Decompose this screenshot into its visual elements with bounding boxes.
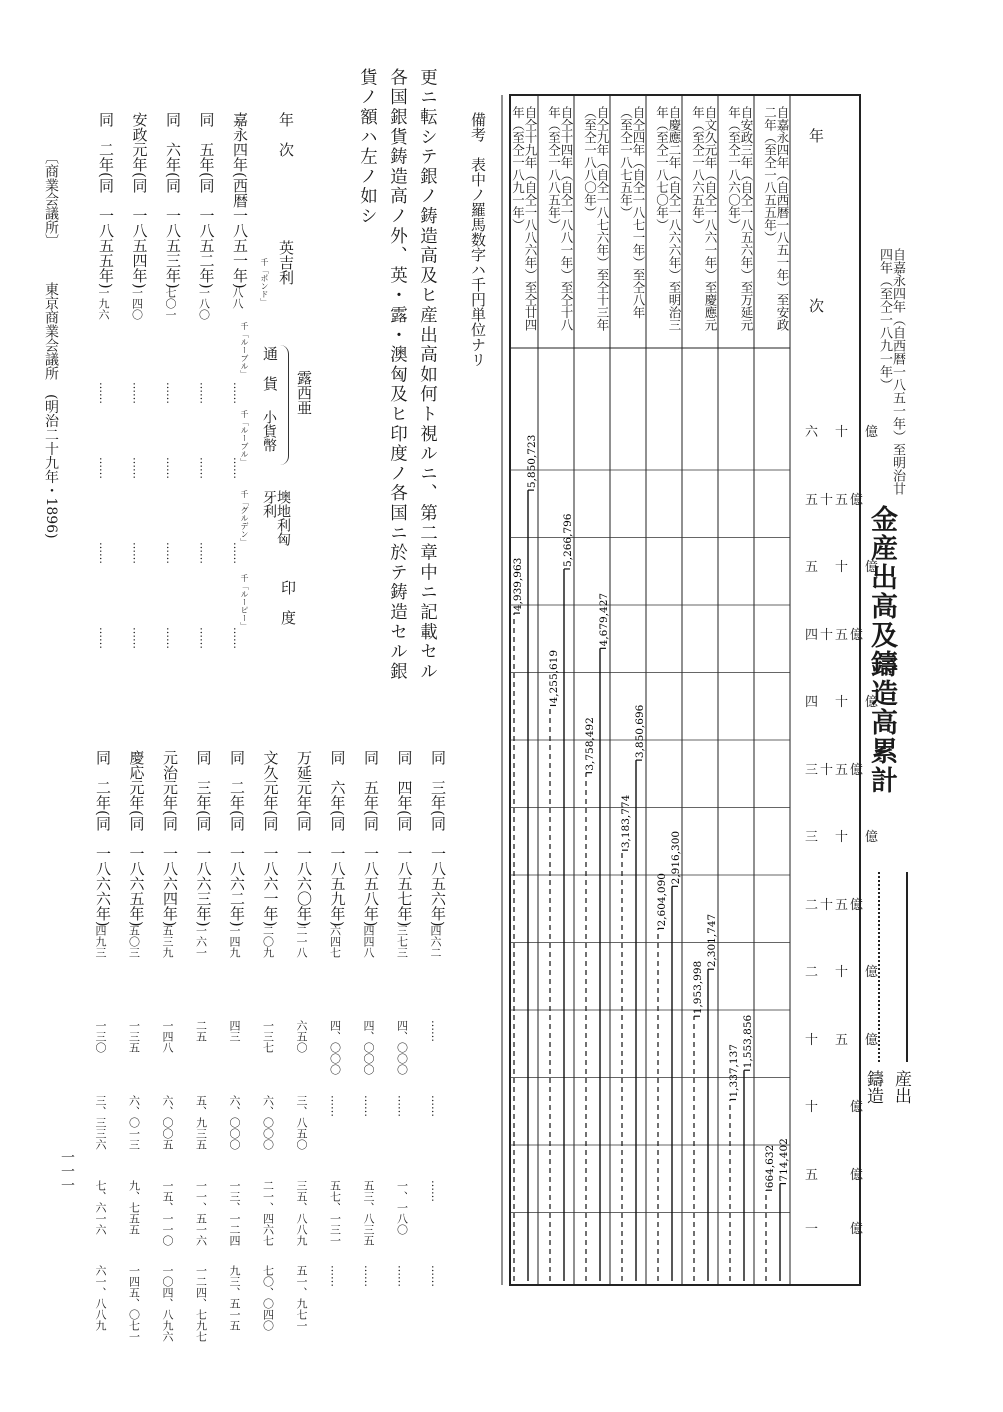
period-label: 自慶應二年（自仝一八六六年）至明治三年（至仝一八七〇年） <box>654 106 682 331</box>
cell-c4: 七、六一六 <box>94 1180 107 1235</box>
cell-year: 同 四年(同 一八五七年) <box>395 750 414 927</box>
cell-c2: 四、〇〇〇 <box>362 1020 375 1075</box>
cell-c5: …… <box>362 1265 375 1287</box>
cell-c2: 四、〇〇〇 <box>395 1020 409 1075</box>
cell-c3: 三、三三六 <box>94 1095 107 1150</box>
cell-c4: …… <box>97 542 110 564</box>
cell-c4: 一一、五一六 <box>194 1180 208 1246</box>
cell-c3: 六、〇〇〇 <box>228 1095 241 1150</box>
cell-year: 同 五年(同 一八五二年) <box>197 112 216 289</box>
cell-uk: 七〇一 <box>164 287 177 320</box>
source-line: 東京商業会議所 (明治二十九年・1896) <box>43 282 59 539</box>
axis-label: 四十五億 <box>805 627 866 643</box>
th-uk: 英吉利 <box>277 240 295 285</box>
legend-production-label: 産出 <box>891 1070 911 1104</box>
cell-c4: …… <box>231 542 244 564</box>
cell-c2: …… <box>231 382 244 404</box>
minting-value-label: 4,939,963 <box>512 557 524 612</box>
period-label: 自仝十四年（自仝一八八一年）至仝十八年（至仝一八八五年） <box>546 106 574 331</box>
cell-c5: …… <box>164 627 177 649</box>
cell-c3: …… <box>164 457 177 479</box>
cell-year: 安政元年(同 一八五四年) <box>130 112 149 289</box>
cell-c4: 一三、一二四 <box>228 1180 241 1246</box>
cell-c2: …… <box>429 1020 442 1042</box>
production-value-label: 2,301,747 <box>706 913 718 968</box>
cell-uk: 二〇九 <box>261 925 275 958</box>
header-year: 年 <box>807 128 825 143</box>
cell-uk: 四六二 <box>429 925 442 958</box>
cell-uk: 三七三 <box>395 925 409 958</box>
production-value-label: 714,402 <box>778 1138 790 1182</box>
cell-uk: 八八 <box>231 287 244 309</box>
minting-value-label: 3,183,774 <box>620 794 632 849</box>
chart-value-labels <box>512 435 790 1189</box>
cell-c5: …… <box>328 1265 342 1287</box>
cell-year: 同 三年(同 一八六三年) <box>194 750 213 927</box>
axis-label: 一 億 <box>805 1221 866 1237</box>
cell-c4: 九、七五五 <box>127 1180 141 1235</box>
cell-year: 慶応元年(同 一八六五年) <box>127 750 146 927</box>
cell-c5: 九三、五一五 <box>228 1265 241 1331</box>
cell-uk: 二一八 <box>295 925 308 958</box>
minting-value-label: 4,255,619 <box>548 649 560 704</box>
minting-value-label: 664,632 <box>764 1144 776 1189</box>
cell-c4: 一、一八〇 <box>395 1180 409 1235</box>
cell-c4: …… <box>130 542 144 564</box>
cell-c4: 五七、一三一 <box>328 1180 342 1246</box>
cell-uk: 一四九 <box>228 925 241 958</box>
paragraph-line: 各国銀貨鋳造高ノ外、英・露・澳匈及ヒ印度ノ各国ニ於テ鋳造セル銀 <box>387 68 408 682</box>
th-ru: 露西亜 <box>295 370 313 415</box>
production-value-label: 5,266,796 <box>562 513 574 567</box>
th-in-unit: 千「ルーピー」 <box>240 574 249 630</box>
cell-year: 同 五年(同 一八五八年) <box>362 750 380 927</box>
cell-c5: …… <box>395 1265 409 1287</box>
chart-bars <box>514 490 786 1281</box>
cell-c5: 一四五、〇七一 <box>127 1265 141 1342</box>
cell-c2: …… <box>164 382 177 404</box>
cell-c5: 五一、九七一 <box>295 1265 308 1331</box>
cell-c4: 二一、四六七 <box>261 1180 275 1246</box>
cell-year: 同 六年(同 一八五九年) <box>328 750 347 927</box>
cell-c5: 一〇四、八九六 <box>161 1265 174 1342</box>
th-at-unit: 千「グルデン」 <box>240 490 249 546</box>
th-ru-small-unit: 千「ルーブル」 <box>240 410 249 466</box>
cell-c3: 六、〇〇五 <box>161 1095 174 1150</box>
cell-c2: 四三 <box>228 1020 241 1042</box>
minting-value-label: 1,337,137 <box>728 1044 740 1098</box>
production-value-label: 3,850,696 <box>634 704 646 759</box>
cell-uk: 一八〇 <box>197 287 211 320</box>
cell-c5: …… <box>429 1265 442 1287</box>
cell-uk: 六四七 <box>328 925 342 958</box>
cell-year: 文久元年(同 一八六一年) <box>261 750 280 927</box>
th-in: 印 度 <box>279 580 297 625</box>
cell-uk: 四四八 <box>362 925 375 958</box>
chart-title: 金産出高及鑄造高累計 <box>866 505 897 795</box>
paragraph-line: 貨ノ額ハ左ノ如シ <box>357 68 378 227</box>
production-value-label: 5,850,723 <box>526 434 538 489</box>
axis-label: 十 五 億 <box>805 1032 881 1048</box>
cell-uk: 五三九 <box>161 925 174 958</box>
axis-label: 二十五億 <box>805 897 866 913</box>
cell-c2: 一三〇 <box>94 1020 107 1053</box>
paragraph-line: 更ニ転シテ銀ノ鋳造高及ヒ産出高如何ト視ルニ、第二章中ニ記載セル <box>417 68 438 682</box>
legend-minting-label: 鑄造 <box>863 1070 883 1104</box>
cell-c5: …… <box>97 627 110 649</box>
th-at: 墺地利匈牙利 <box>261 490 291 546</box>
th-year: 年 次 <box>277 112 295 157</box>
cell-c3: …… <box>130 457 144 479</box>
cell-year: 嘉永四年(西暦一八五一年) <box>231 112 249 289</box>
period-label: 自仝十九年（自仝一八八六年）至仝廿四年（至仝一八九一年） <box>510 106 538 331</box>
cell-uk: 五〇三 <box>127 925 141 958</box>
cell-c3: 六、〇〇〇 <box>261 1095 275 1150</box>
cell-c3: …… <box>231 457 244 479</box>
axis-label: 三十五億 <box>805 762 866 778</box>
cell-c2: 一三七 <box>261 1020 275 1053</box>
axis-label: 五 億 <box>805 1167 866 1183</box>
axis-label: 四 十 億 <box>805 695 881 710</box>
cell-c4: 三五、八八九 <box>295 1180 308 1246</box>
cell-c4: …… <box>429 1180 442 1202</box>
cell-c2: 六五〇 <box>295 1020 308 1053</box>
cell-c2: …… <box>97 382 110 404</box>
cell-c5: …… <box>231 627 244 649</box>
axis-label: 六 十 億 <box>805 425 881 440</box>
cell-c4: …… <box>197 542 211 564</box>
cell-c5: 六一、八八九 <box>94 1265 107 1331</box>
period-label: 自安政三年（自仝一八五六年）至万延元年（至仝一八六〇年） <box>726 106 754 331</box>
cell-c4: 一五、一一〇 <box>161 1180 174 1246</box>
header-ji: 次 <box>807 298 825 313</box>
th-ru-curr-unit: 千「ルーブル」 <box>240 322 249 378</box>
cell-c2: 一四八 <box>161 1020 174 1053</box>
minting-value-label: 1,953,998 <box>692 960 704 1015</box>
cell-c3: …… <box>197 457 211 479</box>
cell-uk: 四九三 <box>94 925 107 958</box>
cell-year: 同 三年(同 一八五六年) <box>429 750 447 927</box>
cell-c2: …… <box>197 382 211 404</box>
cell-c3: …… <box>328 1095 342 1117</box>
cell-c2: 二五 <box>194 1020 208 1042</box>
th-ru-curr: 通 貨 <box>261 346 279 391</box>
minting-value-label: 2,604,090 <box>656 873 668 927</box>
production-value-label: 4,679,427 <box>598 592 610 647</box>
cell-c4: …… <box>164 542 177 564</box>
th-ru-brace <box>280 345 289 465</box>
axis-label: 二 十 億 <box>805 965 881 980</box>
cell-c5: 一二四、七九七 <box>194 1265 208 1342</box>
th-uk-unit: 千「ポンド」 <box>260 258 269 306</box>
cell-c3: 三、八五〇 <box>295 1095 308 1150</box>
cell-year: 同 二年(同 一八五五年) <box>97 112 115 289</box>
production-value-label: 1,553,856 <box>742 1014 754 1069</box>
period-label: 自仝九年（自仝一八七六年）至仝十三年（至仝一八八〇年） <box>582 106 610 331</box>
chart-note: 備考 表中ノ羅馬数字ハ千円単位ナリ <box>469 112 487 367</box>
axis-label: 十 億 <box>805 1100 866 1115</box>
cell-year: 同 二年(同 一八六二年) <box>228 750 246 927</box>
cell-year: 同 六年(同 一八五三年) <box>164 112 182 289</box>
cell-c2: …… <box>130 382 144 404</box>
axis-label: 三 十 億 <box>805 830 881 845</box>
cell-c5: …… <box>130 627 144 649</box>
period-label: 自仝四年（自仝一八七一年）至仝八年（至仝一八七五年） <box>618 106 646 319</box>
cell-c3: …… <box>97 457 110 479</box>
minting-value-label: 3,758,492 <box>584 717 596 771</box>
cell-year: 元治元年(同 一八六四年) <box>161 750 179 927</box>
th-ru-small: 小貨幣 <box>261 410 277 452</box>
cell-c2: 一三五 <box>127 1020 141 1053</box>
source-bracket: 〔商業会議所〕 <box>43 150 59 248</box>
production-value-label: 2,916,300 <box>670 830 682 885</box>
legend-production-line <box>906 872 908 1062</box>
cell-c3: 六、〇一三 <box>127 1095 141 1150</box>
cell-year: 同 二年(同 一八六六年) <box>94 750 112 927</box>
cell-c2: 四、〇〇〇 <box>328 1020 342 1075</box>
axis-label: 五十五億 <box>805 492 866 508</box>
cell-c4: 五三、八三五 <box>362 1180 375 1246</box>
cell-year: 万延元年(同 一八六〇年) <box>295 750 313 927</box>
cell-c5: 七〇、〇四〇 <box>261 1265 275 1331</box>
cell-uk: 一九六 <box>97 287 110 320</box>
cell-c3: …… <box>395 1095 409 1117</box>
cell-c3: …… <box>362 1095 375 1117</box>
cell-c3: …… <box>429 1095 442 1117</box>
period-label: 自文久元年（自仝一八六一年）至慶應元年（至仝一八六五年） <box>690 106 718 331</box>
chart-subtitle: 自嘉永四年（自西暦一八五一年）至明治廿四年（至仝一八九一年） <box>877 248 905 495</box>
axis-label: 五 十 億 <box>805 560 881 575</box>
cell-uk: 一四〇 <box>130 287 144 320</box>
period-label: 自嘉永四年（自西暦一八五一年）至安政二年（至仝一八五五年） <box>762 106 790 331</box>
page-number: 一一一 <box>59 1150 75 1192</box>
cell-uk: 一六一 <box>194 925 208 958</box>
cell-c5: …… <box>197 627 211 649</box>
cell-c3: 五、九三五 <box>194 1095 208 1150</box>
